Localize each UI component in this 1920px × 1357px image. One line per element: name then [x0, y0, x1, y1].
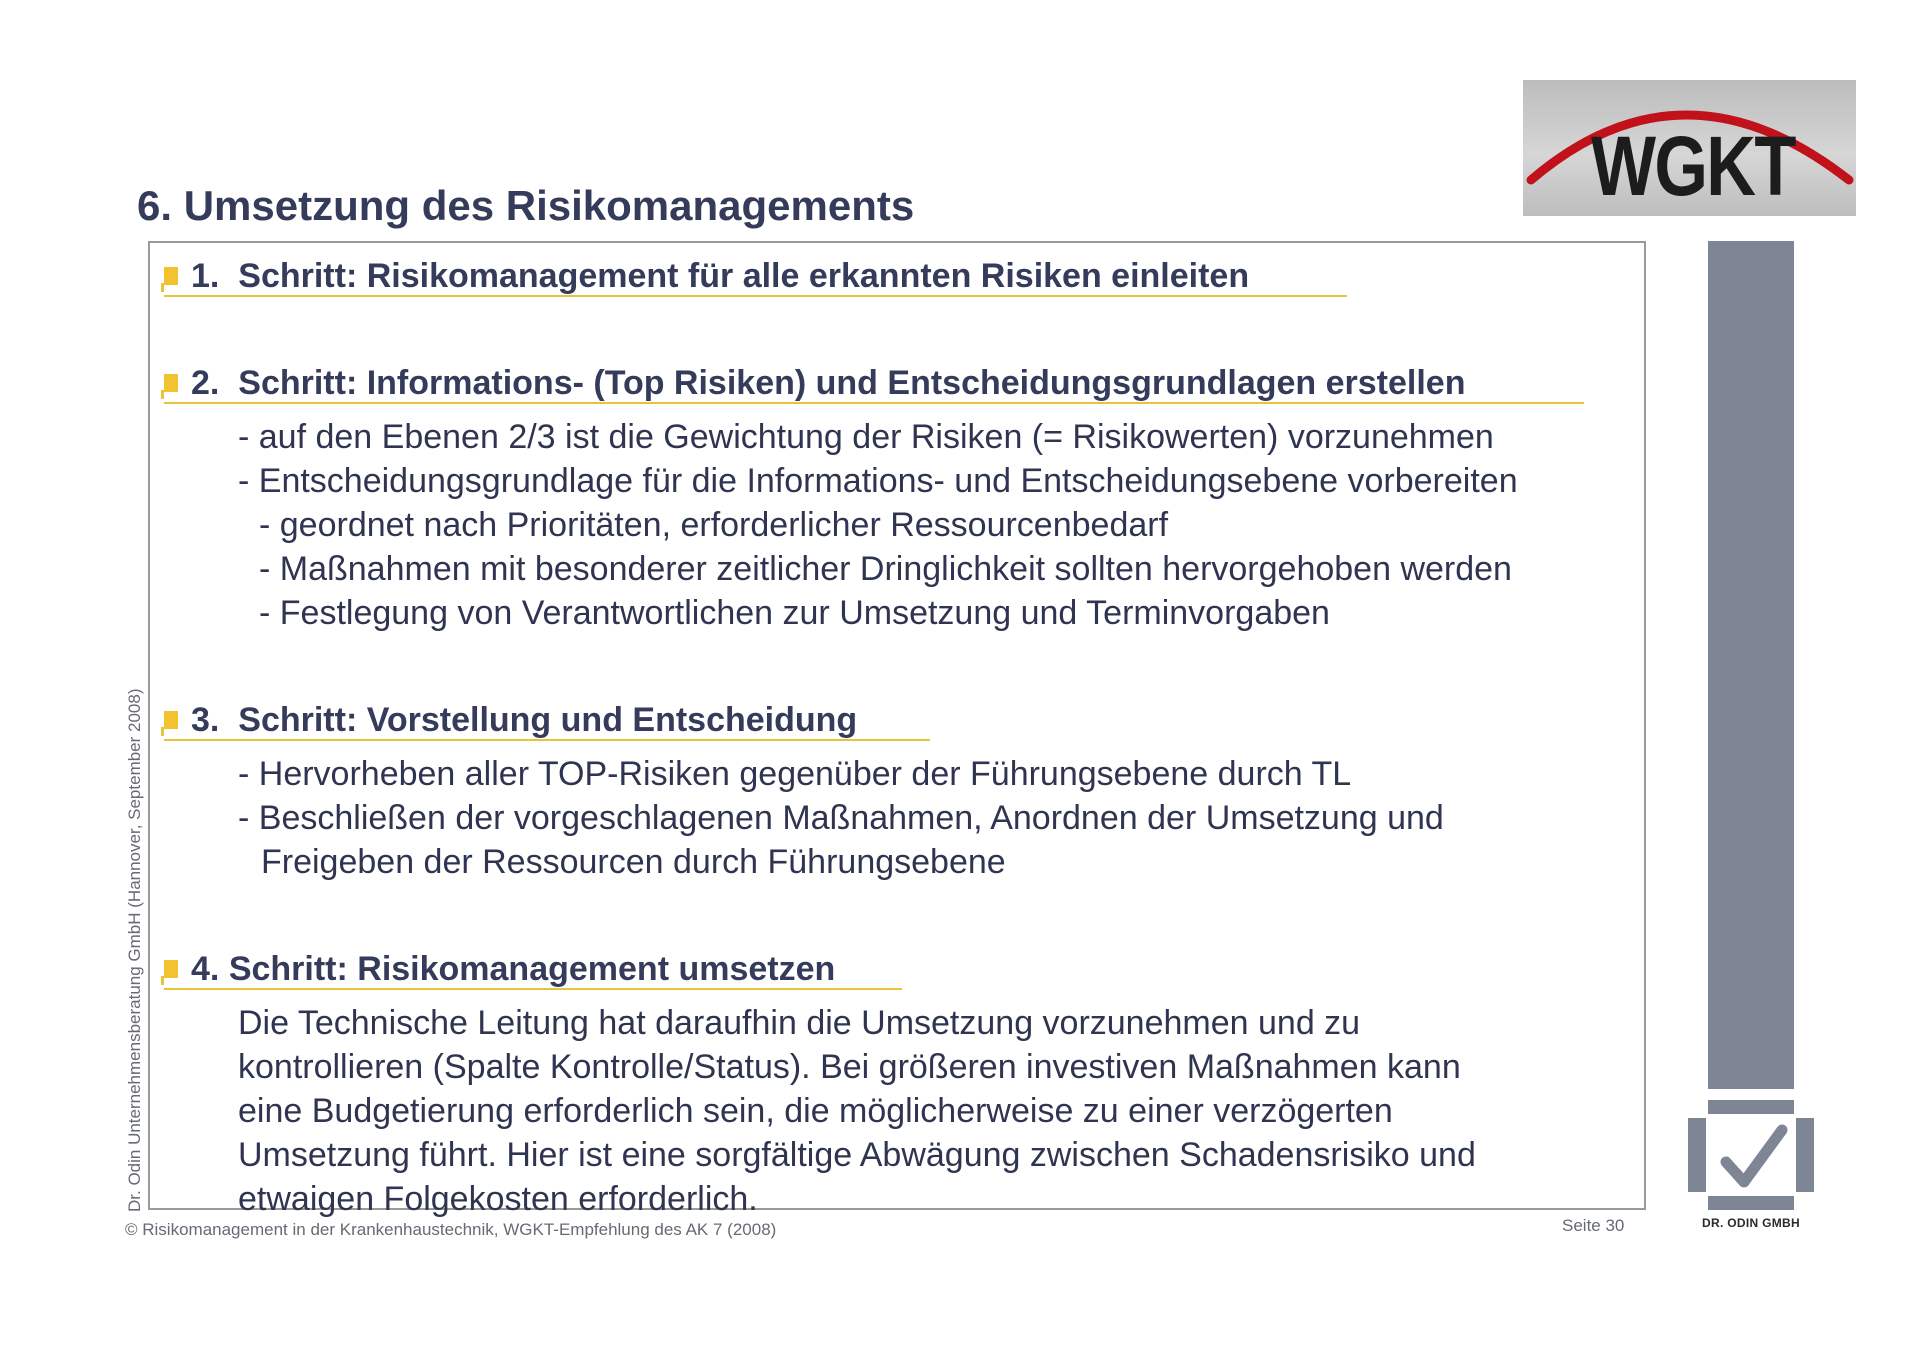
side-bar: [1708, 241, 1794, 1089]
bullet-marker: [164, 711, 178, 729]
step-2-line: - Maßnahmen mit besonderer zeitlicher Dringlichkeit sollten hervorgehoben werden: [259, 550, 1512, 588]
step-2-line: - auf den Ebenen 2/3 ist die Gewichtung der Risiken (= Risikowerten) vorzunehmen: [238, 418, 1494, 456]
step-number: 2.: [191, 364, 220, 402]
step-number: 4.: [191, 950, 220, 988]
page-title: 6. Umsetzung des Risikomanagements: [137, 182, 915, 229]
step-4-underline: [164, 988, 902, 990]
step-4-line: eine Budgetierung erforderlich sein, die möglicherweise zu einer verzögerten: [238, 1092, 1393, 1130]
step-3-line: Freigeben der Ressourcen durch Führungsebene: [261, 843, 1006, 881]
step-4-heading: [191, 949, 835, 989]
bullet-marker: [164, 267, 178, 285]
step-title: Schritt: Vorstellung und Entscheidung: [238, 701, 858, 739]
step-1-underline: [164, 295, 1347, 297]
step-4-line: kontrollieren (Spalte Kontrolle/Status). Bei größeren investiven Maßnahmen kann: [238, 1048, 1461, 1086]
step-3-heading: [191, 700, 857, 740]
step-3-line: - Beschließen der vorgeschlagenen Maßnahmen, Anordnen der Umsetzung und: [238, 799, 1444, 837]
step-2-heading: [191, 363, 1466, 403]
bullet-marker: [164, 960, 178, 978]
step-2-line: - Festlegung von Verantwortlichen zur Umsetzung und Terminvorgaben: [259, 594, 1330, 632]
wgkt-logo: [1523, 80, 1856, 216]
step-4-line: Die Technische Leitung hat daraufhin die Umsetzung vorzunehmen und zu: [238, 1004, 1361, 1042]
step-3-underline: [164, 739, 930, 741]
step-number: 3.: [191, 701, 220, 739]
step-4-line: etwaigen Folgekosten erforderlich.: [238, 1180, 758, 1218]
step-number: 1.: [191, 257, 220, 295]
bullet-marker: [164, 374, 178, 392]
footer-text: © Risikomanagement in der Krankenhaustechnik, WGKT-Empfehlung des AK 7 (2008): [125, 1220, 777, 1239]
step-title: Schritt: Informations- (Top Risiken) und Entscheidungsgrundlagen erstellen: [238, 364, 1466, 402]
step-2-line: - geordnet nach Prioritäten, erforderlicher Ressourcenbedarf: [259, 506, 1169, 544]
step-title: Schritt: Risikomanagement für alle erkannten Risiken einleiten: [238, 257, 1250, 295]
step-1-heading: [191, 256, 1249, 296]
step-2-line: - Entscheidungsgrundlage für die Informations- und Entscheidungsebene vorbereiten: [238, 462, 1518, 500]
step-title: Schritt: Risikomanagement umsetzen: [228, 950, 836, 988]
logo-text: WGKT: [1591, 119, 1795, 213]
step-4-line: Umsetzung führt. Hier ist eine sorgfältige Abwägung zwischen Schadensrisiko und: [238, 1136, 1476, 1174]
step-3-line: - Hervorheben aller TOP-Risiken gegenüber der Führungsebene durch TL: [238, 755, 1352, 793]
company-logo-label: DR. ODIN GMBH: [1702, 1216, 1800, 1230]
vertical-copyright: Dr. Odin Unternehmensberatung GmbH (Hannover, September 2008): [125, 688, 144, 1212]
page-number: Seite 30: [1562, 1216, 1625, 1235]
dr-odin-checkmark-icon: [1688, 1100, 1814, 1210]
step-2-underline: [164, 402, 1584, 404]
